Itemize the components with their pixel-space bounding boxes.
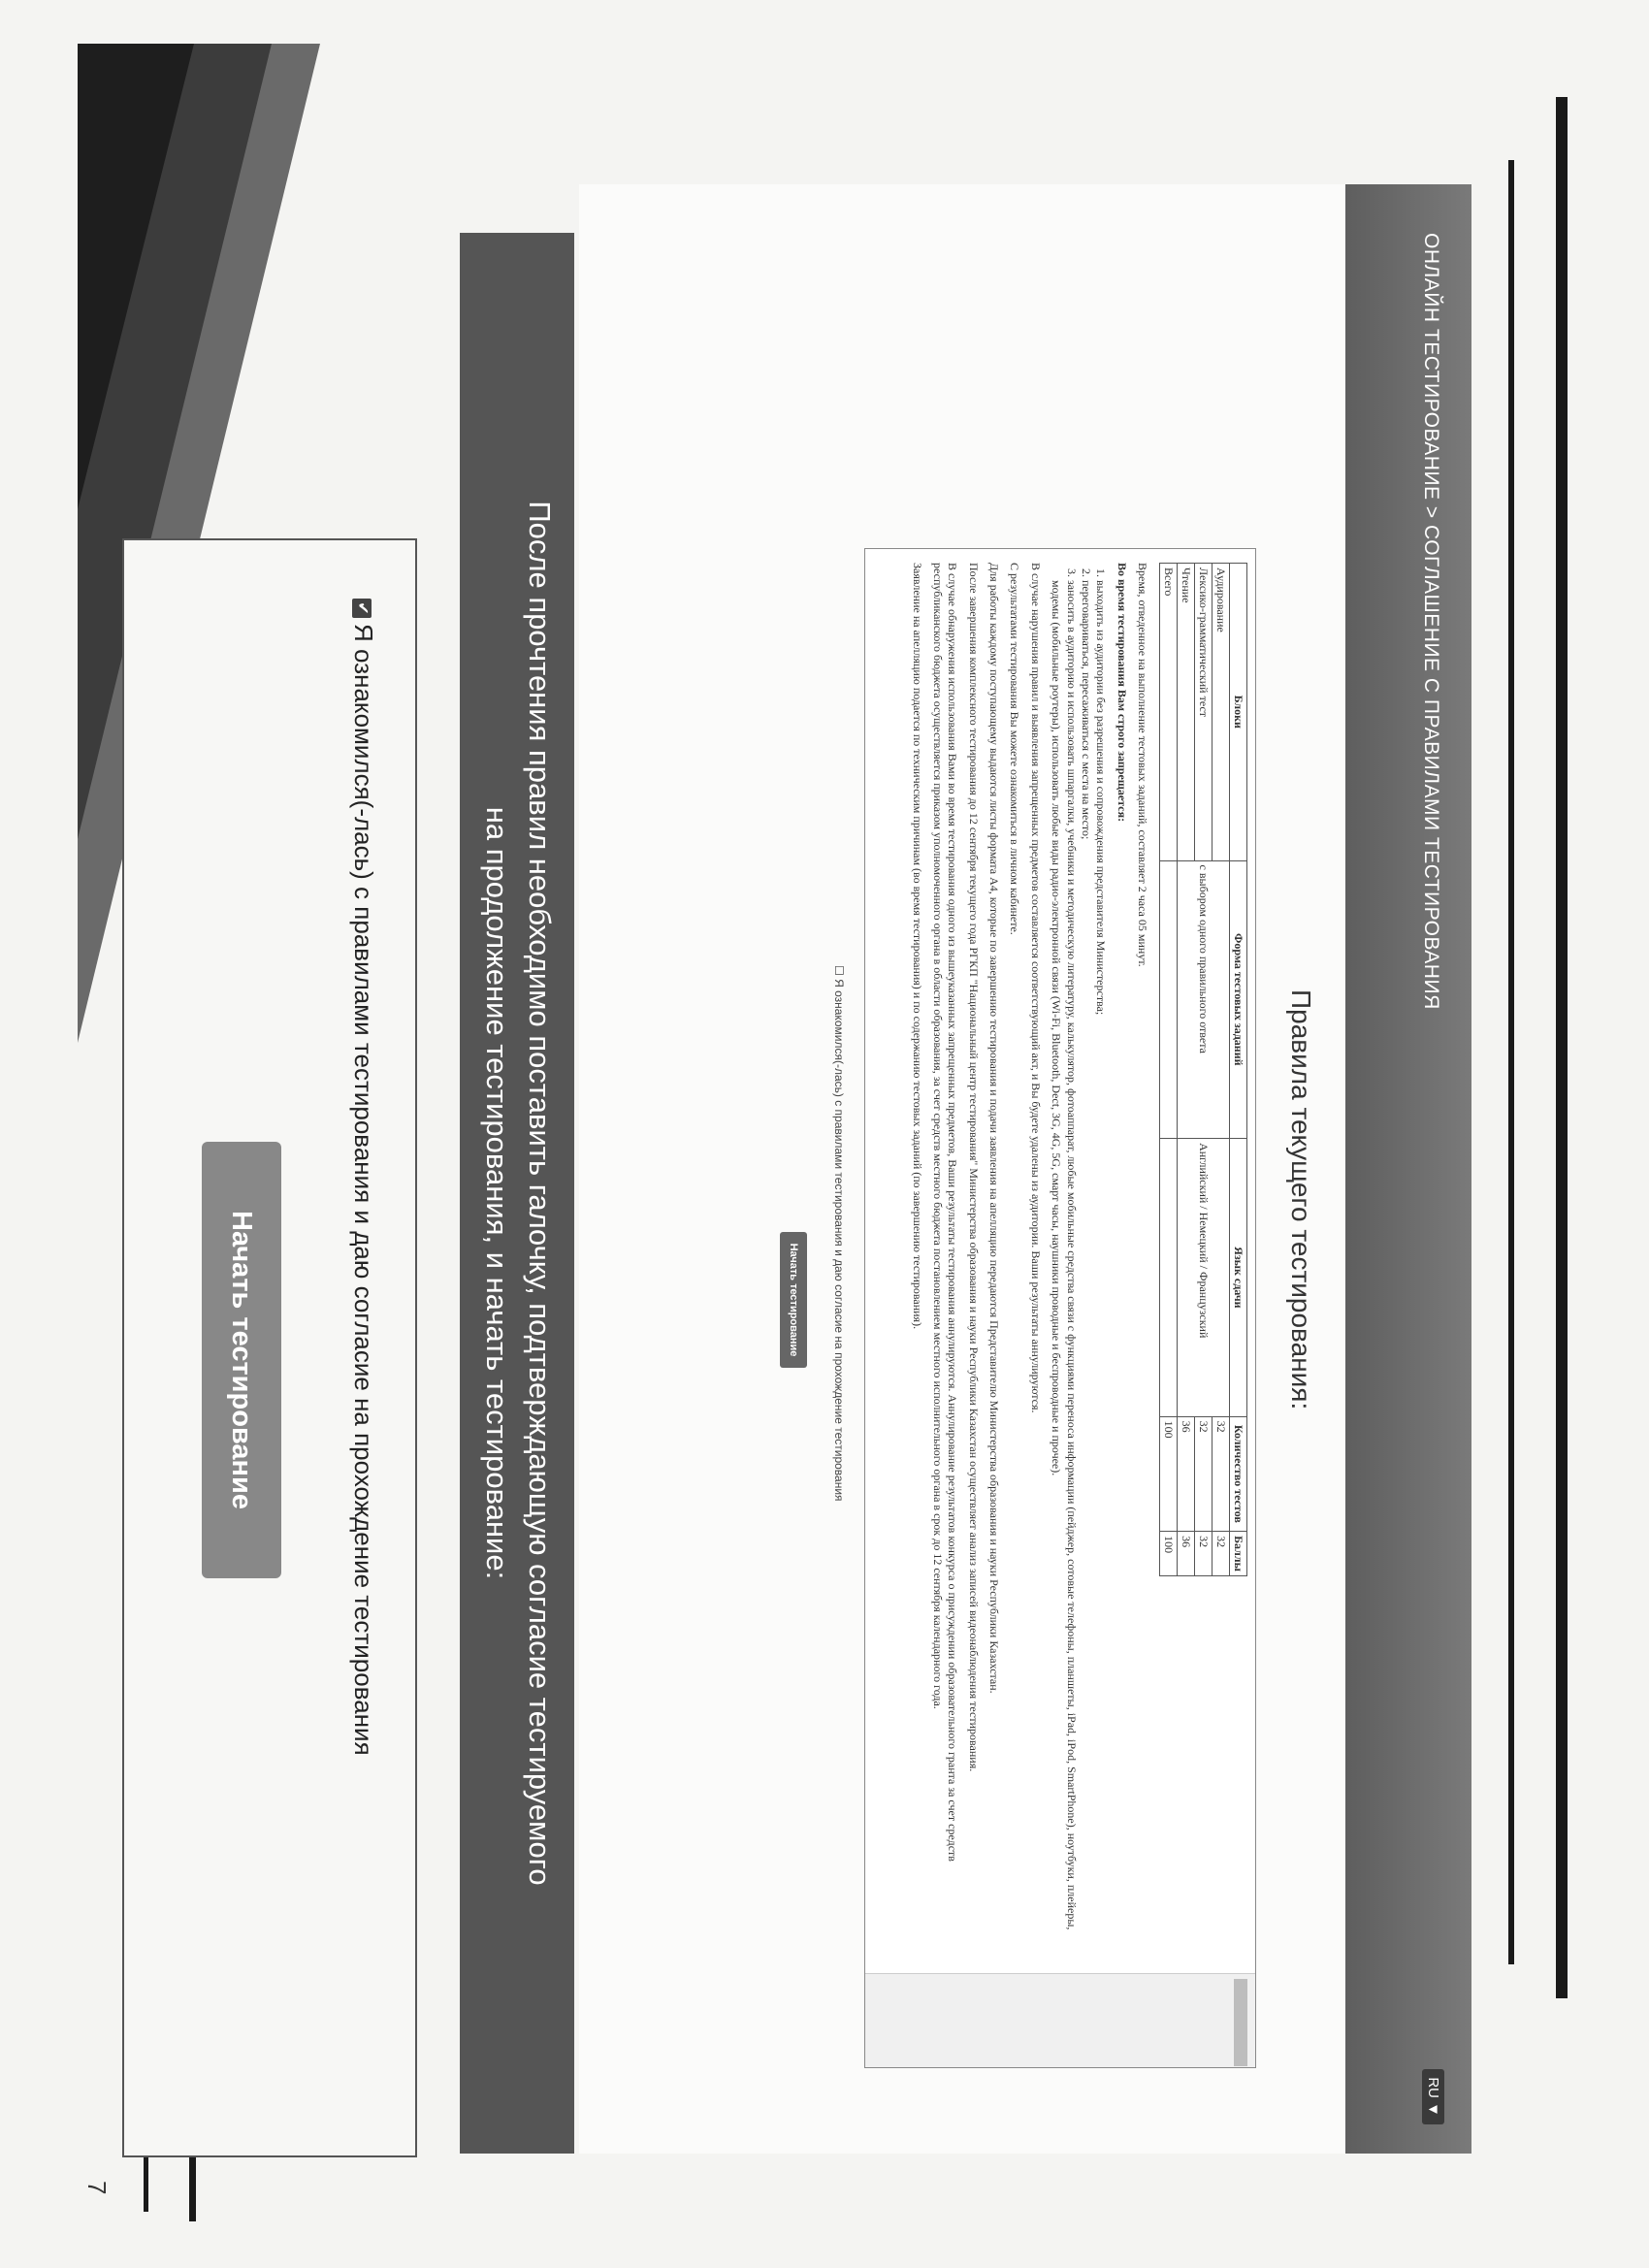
list-item: 2. переговариваться, пересаживаться с места на место; (1079, 580, 1093, 1952)
start-test-button-small[interactable]: Начать тестирование (780, 1232, 807, 1368)
language-select[interactable]: RU ▼ (1422, 2069, 1444, 2124)
table-cell (1160, 1139, 1178, 1417)
instruction-line: на продолжение тестирования, и начать тестирование: (480, 806, 514, 1580)
start-test-button[interactable]: Начать тестирование (202, 1142, 281, 1578)
rules-paragraph: В случае обнаружения использования Вами во время тестирования одного из вышеуказанных запрещенных предметов, Ваши результаты тестирования аннулируются. Аннулирование результатов конкурса о присуждении образовательного гранта за счет средств республиканского бюджета осуществляется приказом уполномоченного органа в области образования, за счет средств местного бюджета постановлением местного исполнительного органа в срок до 12 сентября календарного года. (931, 563, 960, 1862)
consent-label: Я ознакомился(-лась) с правилами тестирования и даю согласие на прохождение тестирования (349, 624, 378, 1756)
prohibited-heading-text: Во время тестирования Вам строго запрещается: (1115, 563, 1129, 823)
rules-table (1159, 563, 1247, 1576)
time-text: Время, отведенное на выполнение тестовых заданий, составляет 2 часа 05 минут. (1136, 563, 1149, 967)
instruction-line: После прочтения правил необходимо поставить галочку, подтверждающую согласие тестируемого (523, 501, 557, 1886)
table-row (1160, 564, 1178, 1576)
table-cell: Аудирование (1212, 564, 1230, 861)
table-cell: 100 (1160, 1416, 1178, 1531)
table-cell: 100 (1160, 1532, 1178, 1576)
table-cell: 36 (1178, 1416, 1195, 1531)
rules-paragraph: С результатами тестирования Вы можете ознакомиться в личном кабинете. (1008, 563, 1022, 935)
table-cell: Лексико-грамматический тест (1195, 564, 1212, 861)
rules-text (895, 549, 1255, 1965)
header-bar (1345, 184, 1471, 2154)
table-cell: с выбором одного правильного ответа (1178, 860, 1230, 1139)
rules-panel (579, 184, 1345, 2154)
list-item: 3. заносить в аудиторию и использовать шпаргалки, учебники и методическую литературу, калькулятор, фотоаппарат, любые мобильные средства связи с функциями переноса информации (пейджер, сотовые телефоны, планшеты, iPad, iPod, SmartPhone), ноутбуки, плейеры, модемы (мобильные роутеры), использовать любые виды радио-электронной связи (Wi-Fi, Bluetooth, Dect, 3G, 4G, 5G, смарт часы, наушники проводные и беспроводные и прочее). (1049, 580, 1079, 1952)
prohibited-list (1049, 580, 1108, 1952)
table-header: Язык сдачи (1230, 1139, 1247, 1417)
page-title: Правила текущего тестирования: (1286, 989, 1316, 1410)
prohibited-heading (1114, 563, 1128, 1952)
table-cell: 32 (1212, 1416, 1230, 1531)
consent-box (122, 538, 417, 2157)
rules-paragraph: В случае нарушения правил и выявления запрещенных предметов составляется соответствующий акт, и Вы будете удалены из аудитории. Ваши результаты аннулируются. (1028, 563, 1043, 1413)
language-label: RU (1425, 2077, 1441, 2098)
table-cell: 32 (1195, 1532, 1212, 1576)
table-header: Баллы (1230, 1532, 1247, 1576)
table-cell: 32 (1212, 1532, 1230, 1576)
table-cell (1160, 860, 1178, 1139)
table-row (1212, 564, 1230, 1576)
page-number: 7 (82, 2181, 112, 2195)
table-cell: Всего (1160, 564, 1178, 861)
table-cell: Чтение (1178, 564, 1195, 861)
breadcrumb: ОНЛАЙН ТЕСТИРОВАНИЕ > СОГЛАШЕНИЕ С ПРАВИЛАМИ ТЕСТИРОВАНИЯ (1420, 233, 1442, 1010)
rules-scroll-box[interactable] (864, 548, 1256, 2068)
rules-paragraph: Для работы каждому поступающему выдаются листы формата А4, которые по завершению тестирования и подачи заявления на апелляцию передаются Представителю Министерства образования и науки Республики Казахстан. (987, 563, 1002, 1694)
rules-paragraph: После завершения комплексного тестирования до 12 сентября текущего года РГКП "Национальный центр тестирования" Министерства образования и науки Республики Казахстан осуществляет анализ записей видеонаблюдения тестирования. (966, 563, 981, 1772)
table-cell: Английский / Немецкий / Французский (1178, 1139, 1230, 1417)
instruction-banner (460, 233, 574, 2154)
table-cell: 36 (1178, 1532, 1195, 1576)
consent-label-small: Я ознакомился(-лась) с правилами тестирования и даю согласие на прохождение тестирования (832, 979, 846, 1502)
list-item: 1. выходить из аудитории без разрешения и сопровождения представителя Министерства; (1093, 580, 1108, 1952)
table-header-row (1230, 564, 1247, 1576)
scrollbar-thumb[interactable] (1234, 1979, 1247, 2066)
table-header: Количество тестов (1230, 1416, 1247, 1531)
checkmark-icon: ✔ (352, 599, 372, 618)
consent-checkbox[interactable] (348, 599, 378, 1756)
rules-paragraph: Заявление на апелляцию подается по техническим причинам (во время тестирования) и по содержанию тестовых заданий (по завершению тестирования). (910, 563, 924, 1330)
consent-checkbox-small[interactable]: ☐ Я ознакомился(-лась) с правилами тестирования и даю согласие на прохождение тестирования (832, 965, 846, 1502)
table-header: Форма тестовых заданий (1230, 860, 1247, 1139)
scrollbar[interactable] (865, 1973, 1255, 2067)
table-header: Блоки (1230, 564, 1247, 861)
table-cell: 32 (1195, 1416, 1212, 1531)
